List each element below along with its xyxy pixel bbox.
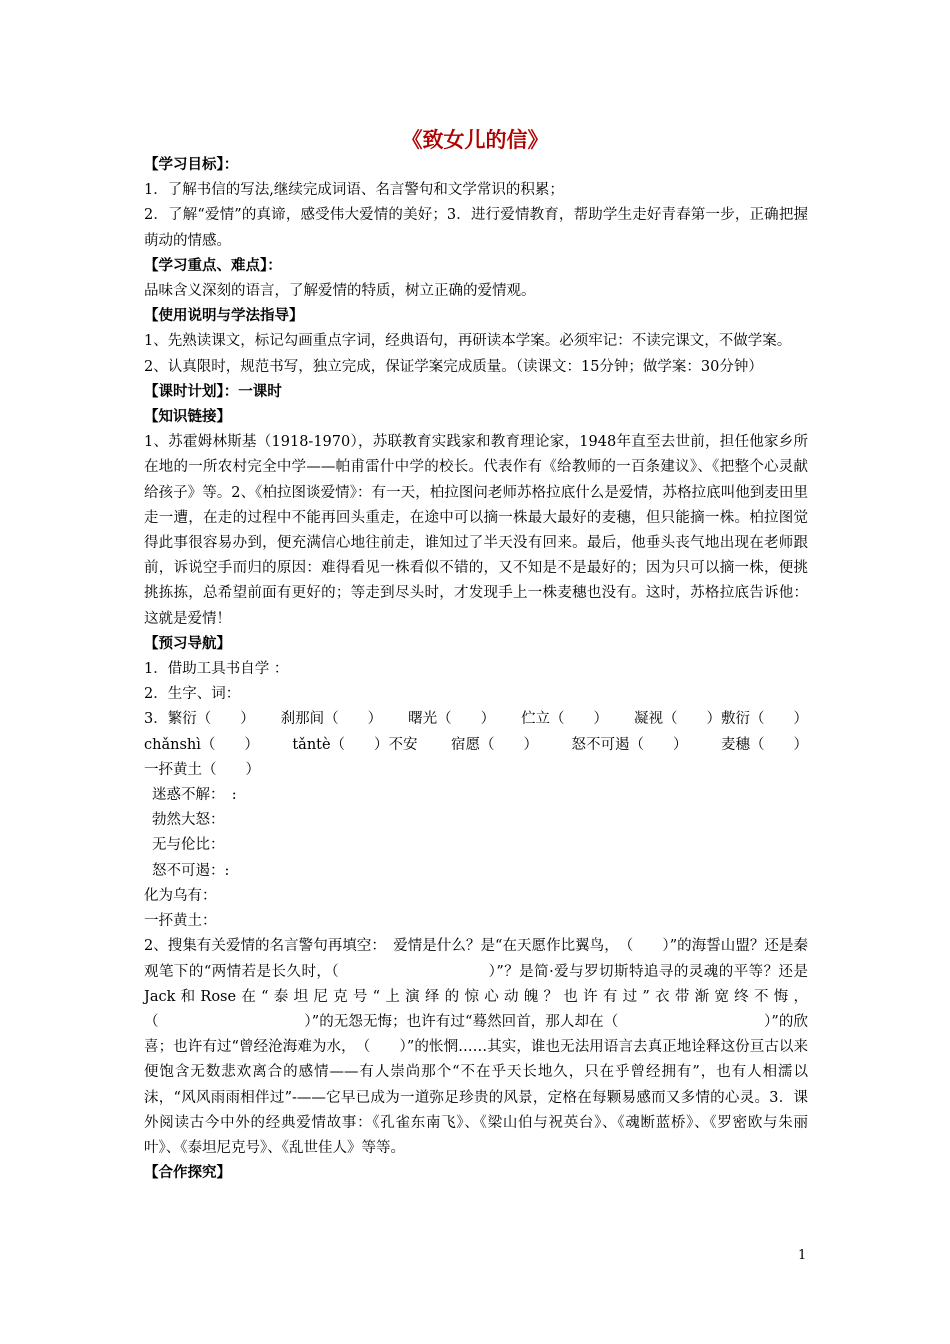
vocab-row-3: 一抔黄土（ ） [144,761,260,778]
preview-1: 1．借助工具书自学 ： [144,661,289,678]
document-body [144,153,808,1186]
term-6: 一抔黄土： [144,913,217,930]
term-1: 迷惑不解： : [152,787,237,804]
vocab-item: 怒不可遏（ ） [571,736,688,753]
objective-2: 2．了解“爱情”的真谛，感受伟大爱情的美好；3．进行爱情教育，帮助学生走好青春第一步，正确把握萌动的情感。 [144,207,808,249]
objective-1: 1．了解书信的写法,继续完成词语、名言警句和文学常识的积累； [144,182,564,199]
preview-heading: 【预习导航】 [144,635,231,652]
term-5: 化为乌有： [144,887,217,904]
schedule-heading: 【课时计划】：一课时 [144,383,282,400]
usage-1: 1、先熟读课文，标记勾画重点字词，经典语句，再研读本学案。必须牢记：不读完课文，不做学案。 [144,333,792,350]
vocab-item: 曙光（ ） [408,711,496,728]
quotes-text: 2、搜集有关爱情的名言警句再填空： 爱情是什么？是“在天愿作比翼鸟， （ ）”的海誓山盟？还是秦观笔下的“两情若是长久时，（ ）”？是简·爱与罗切斯特追寻的灵魂的平等？还是Jack和Rose在“泰坦尼克号“上演绎的惊心动魄？也许有过”衣带渐宽终不悔，（ ）”的无怨无悔；也许有过“蓦然回首，那人却在（ ）”的欣喜；也许有过“曾经沧海难为水， （ ）”的怅惘……其实，谁也无法用语言去真正地诠释这份亘古以来便饱含无数悲欢离合的感情——有人崇尚那个“不在乎天长地久，只在乎曾经拥有”，也有人相濡以沫，“风风雨雨相伴过”-——它早已成为一道弥足珍贵的风景，定格在每颗易感而又多情的心灵。3．课外阅读古今中外的经典爱情故事：《孔雀东南飞》、《梁山伯与祝英台》、《魂断蓝桥》、《罗密欧与朱丽叶》、《泰坦尼克号》、《乱世佳人》等等。 [144,938,808,1156]
key-points-heading: 【学习重点、难点】： [144,257,282,274]
knowledge-text: 1、苏霍姆林斯基（1918-1970），苏联教育实践家和教育理论家，1948年直至去世前，担任他家乡所在地的一所农村完全中学——帕甫雷什中学的校长。代表作有《给教师的一百条建议》、《把整个心灵献给孩子》等。2、《柏拉图谈爱情》：有一天，柏拉图问老师苏格拉底什么是爱情，苏格拉底叫他到麦田里走一遭，在走的过程中不能再回头重走，在途中可以摘一株最大最好的麦穗，但只能摘一株。柏拉图觉得此事很容易办到，便充满信心地往前走，谁知过了半天没有回来。最后，他垂头丧气地出现在老师跟前，诉说空手而归的原因：难得看见一株看似不错的，又不知是不是最好的；因为只可以摘一株，便挑挑拣拣，总希望前面有更好的；等走到尽头时，才发现手上一株麦穗也没有。这时，苏格拉底告诉他：这就是爱情！ [144,434,808,627]
term-4: 怒不可遏：: [152,862,230,879]
vocab-row-2 [144,733,808,758]
usage-heading: 【使用说明与学法指导】 [144,308,304,325]
vocab-item: 凝视（ ）敷衍（ ） [633,711,808,728]
term-2: 勃然大怒： [152,812,225,829]
objectives-heading: 【学习目标】： [144,157,239,173]
vocab-item: 刹那间（ ） [280,711,383,728]
vocab-item: 麦穗（ ） [720,736,808,753]
knowledge-heading: 【知识链接】 [144,409,231,426]
vocab-item: 3．繁衍（ ） [144,711,255,728]
preview-2: 2．生字、词： [144,686,241,703]
term-3: 无与伦比： [152,837,225,854]
vocab-item: 宿愿（ ） [451,736,539,753]
usage-2: 2、认真限时，规范书写，独立完成，保证学案完成质量。（读课文：15分钟；做学案：30分钟） [144,358,763,375]
vocab-row-1 [144,707,808,732]
vocab-item: tǎntè（ ）不安 [292,736,418,753]
cooperation-heading: 【合作探究】 [144,1165,231,1182]
vocab-item: chǎnshì（ ） [144,736,259,753]
key-points-text: 品味含义深刻的语言，了解爱情的特质，树立正确的爱情观。 [144,283,536,300]
document-title: 《致女儿的信》 [401,128,549,152]
page-number: 1 [798,1248,807,1263]
vocab-item: 伫立（ ） [521,711,609,728]
